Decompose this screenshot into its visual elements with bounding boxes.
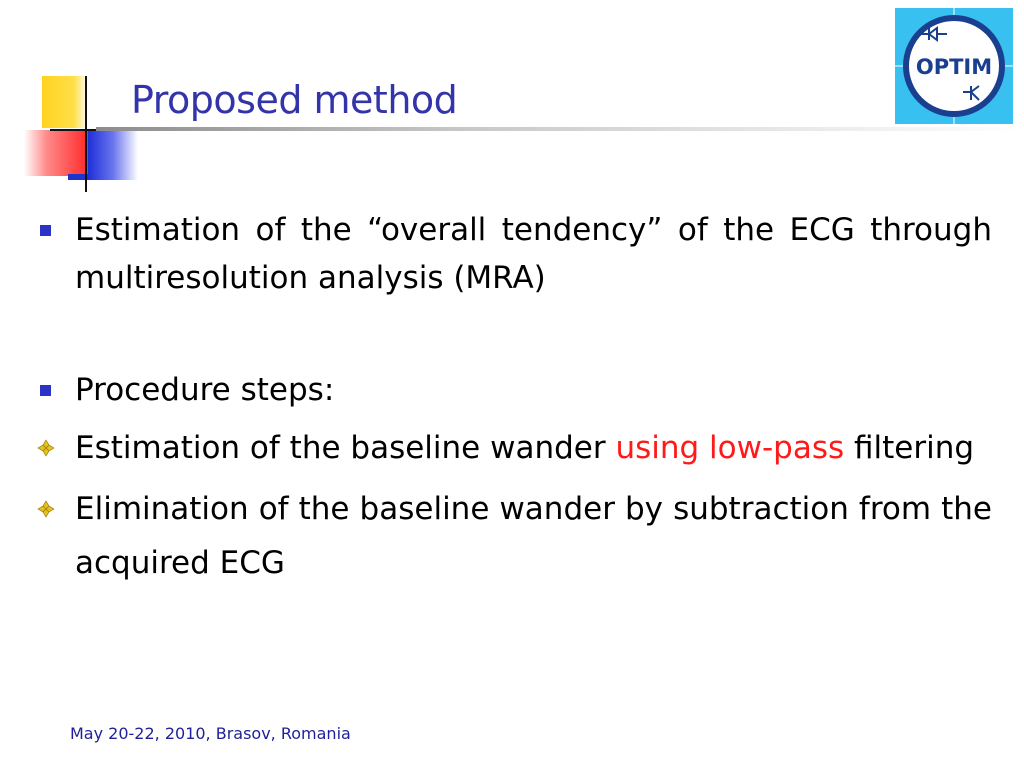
title-underline xyxy=(96,127,1024,131)
logo-text: OPTIM xyxy=(915,55,993,79)
slide-title: Proposed method xyxy=(131,78,458,122)
slide-footer: May 20-22, 2010, Brasov, Romania xyxy=(70,724,351,743)
list-item xyxy=(36,424,992,472)
square-bullet-icon xyxy=(40,225,51,236)
optim-logo xyxy=(895,8,1013,124)
bullet-text: Estimation of the “overall tendency” of the ECG through multiresolution analysis (MRA) xyxy=(75,212,992,296)
bullet-text: Elimination of the baseline wander by subtraction from the acquired ECG xyxy=(75,491,992,581)
list-item xyxy=(36,206,992,302)
list-item xyxy=(36,482,992,590)
diamond-bullet-icon xyxy=(36,438,56,458)
diamond-bullet-icon xyxy=(36,499,56,519)
highlighted-text: using low-pass xyxy=(615,430,845,466)
bullet-text-end: filtering xyxy=(844,430,975,466)
square-bullet-icon xyxy=(40,385,51,396)
list-item xyxy=(36,366,992,414)
bullet-text: Estimation of the baseline wander xyxy=(75,430,616,466)
bullet-list xyxy=(36,206,992,590)
bullet-text: Procedure steps: xyxy=(75,372,335,408)
